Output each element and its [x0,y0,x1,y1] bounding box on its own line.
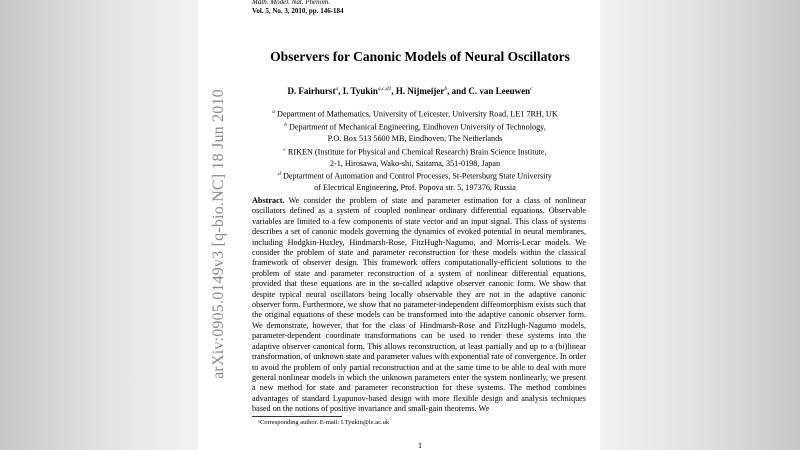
arxiv-stamp [198,0,240,450]
journal-header [252,0,344,16]
footnote: ¹Corresponding author. E-mail: I.Tyukin@le.ac.uk [258,419,390,426]
author: C. van Leeuwen [468,86,531,96]
page-number: 1 [418,441,422,450]
footnote-rule [252,416,342,417]
viewer-background-left [0,0,198,450]
affiliation: $^a$ Department of Mathematics, University of Leicester, University Road, LE1 7RH, UK [272,109,558,119]
journal-name: Math. Model. Nat. Phenom. [252,0,330,6]
abstract-label: Abstract. [252,196,285,205]
author-list: D. Fairhurst$^a$, I. Tyukin$^{a,c,d1}$, H. Nijmeijer$^b$, and C. van Leeuwen$^c$ [287,86,533,96]
viewer-background-right [600,0,800,450]
affiliation-continued: 2-1, Hirosawa, Wako-shi, Saitama, 351-0198, Japan [329,158,501,168]
affiliation-continued: P.O. Box 513 5600 MB, Eindhoven, The Netherlands [327,134,503,144]
journal-volume: Vol. 5, No. 3, 2010, pp. 146-184 [252,7,344,15]
affiliation: $^d$ Deptartment of Automation and Control Processes, St-Petersburg State University [278,171,552,181]
abstract-text: We consider the problem of state and parameter estimation for a class of nonlinear oscillators defined as a system of coupled nonlinear ordinary differential equations. Observable variables are limited to a few components of state vector and an input signal. This class of systems describes a set of canonic models governing the dynamics of evoked potential in neural membranes, including Hodgkin-Huxley, Hindmarsh-Rose, FitzHugh-Nagumo, and Morris-Lecar models. We consider the problem of state and parameter reconstruction for these models within the classical framework of observer design. This framework offers computationally-efficient solutions to the problem of state and parameter reconstruction of a system of nonlinear differential equations, provided that these equations are in the so-called adaptive observer canonic form. We show that despite typical neural oscillators being locally observable they are not in the adaptive canonic observer form. Furthermore, we show that no parameter-independent diffeomorphism exists such that the original equations of these models can be transformed into the adaptive canonic observer form. We demonstrate, however, that for the class of Hindmarsh-Rose and FitzHugh-Nagumo models, parameter-dependent coordinate transformations can be used to render these systems into the adaptive observer canonical form. This allows reconstruction, at least partially and up to a (bi)linear transformation, of unknown state and parameter values with exponential rate of convergence. In order to avoid the problem of only partial reconstruction and at the same time to be able to deal with more general nonlinear models in which the unknown parameters enter the system nonlinearly, we present a new method for state and parameter reconstruction for these systems. The method combines advantages of standard Lyapunov-based design with more flexible design and analysis techniques based on the notions of positive invariance and small-gain theorems. We [252,196,587,414]
paper-title: Observers for Canonic Models of Neural Oscillators [270,49,570,64]
author-affiliation-mark: a,c,d1 [377,86,392,92]
author: H. Nijmeijer [395,86,445,96]
arxiv-stamp-text: arXiv:0905.0149v3 [q-bio.NC] 18 Jun 2010 [210,89,227,379]
author-affiliation-mark: a [335,86,339,92]
affiliation-continued: of Electrical Engineering, Prof. Popova str. 5, 197376, Russia [314,183,516,193]
affiliation: $^b$ Department of Mechanical Engineering, Eindhoven University of Technology, [284,122,546,132]
author-affiliation-mark: b [444,86,448,92]
author: I. Tyukin [342,86,378,96]
abstract [252,196,586,415]
author: D. Fairhurst [287,86,336,96]
affiliations [250,107,580,194]
affiliation: $^c$ RIKEN (Institute for Physical and Chemical Research) Brain Science Institute, [283,146,547,157]
author-affiliation-mark: c [530,86,533,92]
